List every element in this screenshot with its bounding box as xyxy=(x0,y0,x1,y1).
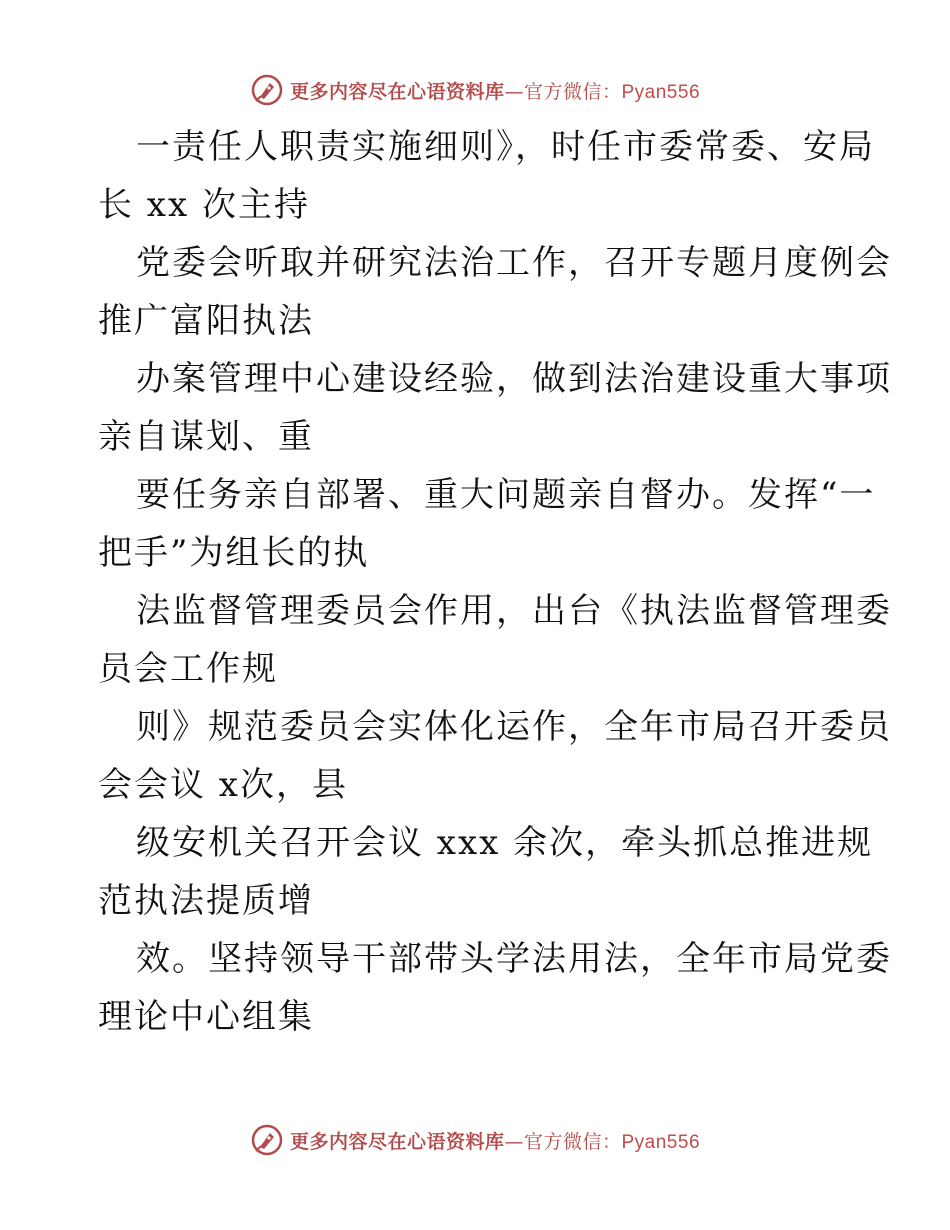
header-watermark xyxy=(0,70,950,110)
text-line: 效。坚持领导干部带头学法用法，全年市局党委 xyxy=(136,939,892,979)
text-line: 法监督管理委员会作用，出台《执法监督管理委 xyxy=(136,591,892,631)
text-line: 会会议 x次，县 xyxy=(98,765,348,805)
text-line: 一责任人职责实施细则》，时任市委常委、安局 xyxy=(136,127,875,167)
watermark-wechat-id: Pyan556 xyxy=(621,81,701,103)
text-line: 级安机关召开会议 xxx 余次，牵头抓总推进规 xyxy=(136,823,874,863)
watermark-label: 更多内容尽在心语资料库 xyxy=(289,1130,505,1153)
pen-nib-logo-icon xyxy=(250,1123,284,1157)
watermark-separator: — xyxy=(504,1130,524,1153)
watermark-contact: 官方微信： xyxy=(523,80,622,103)
text-line: 党委会听取并研究法治工作，召开专题月度例会 xyxy=(136,243,892,283)
pen-nib-logo-icon xyxy=(250,73,284,107)
text-line: 办案管理中心建设经验，做到法治建设重大事项 xyxy=(136,359,892,399)
text-line: 理论中心组集 xyxy=(98,997,314,1037)
text-line: 则》规范委员会实体化运作，全年市局召开委员 xyxy=(136,707,892,747)
document-body xyxy=(98,118,892,1046)
watermark-wechat-id: Pyan556 xyxy=(621,1131,701,1153)
text-line: 员会工作规 xyxy=(98,649,278,689)
watermark-label: 更多内容尽在心语资料库 xyxy=(289,80,505,103)
footer-watermark xyxy=(0,1120,950,1160)
text-line: 要任务亲自部署、重大问题亲自督办。发挥“一 xyxy=(136,475,876,515)
watermark-separator: — xyxy=(504,80,524,103)
watermark-contact: 官方微信： xyxy=(523,1130,622,1153)
text-line: 长 xx 次主持 xyxy=(98,185,310,225)
text-line: 范执法提质增 xyxy=(98,881,314,921)
text-line: 推广富阳执法 xyxy=(98,301,314,341)
watermark-text xyxy=(290,77,700,104)
text-line: 亲自谋划、重 xyxy=(98,417,314,457)
watermark-text xyxy=(290,1127,700,1154)
text-line: 把手”为组长的执 xyxy=(98,533,370,573)
